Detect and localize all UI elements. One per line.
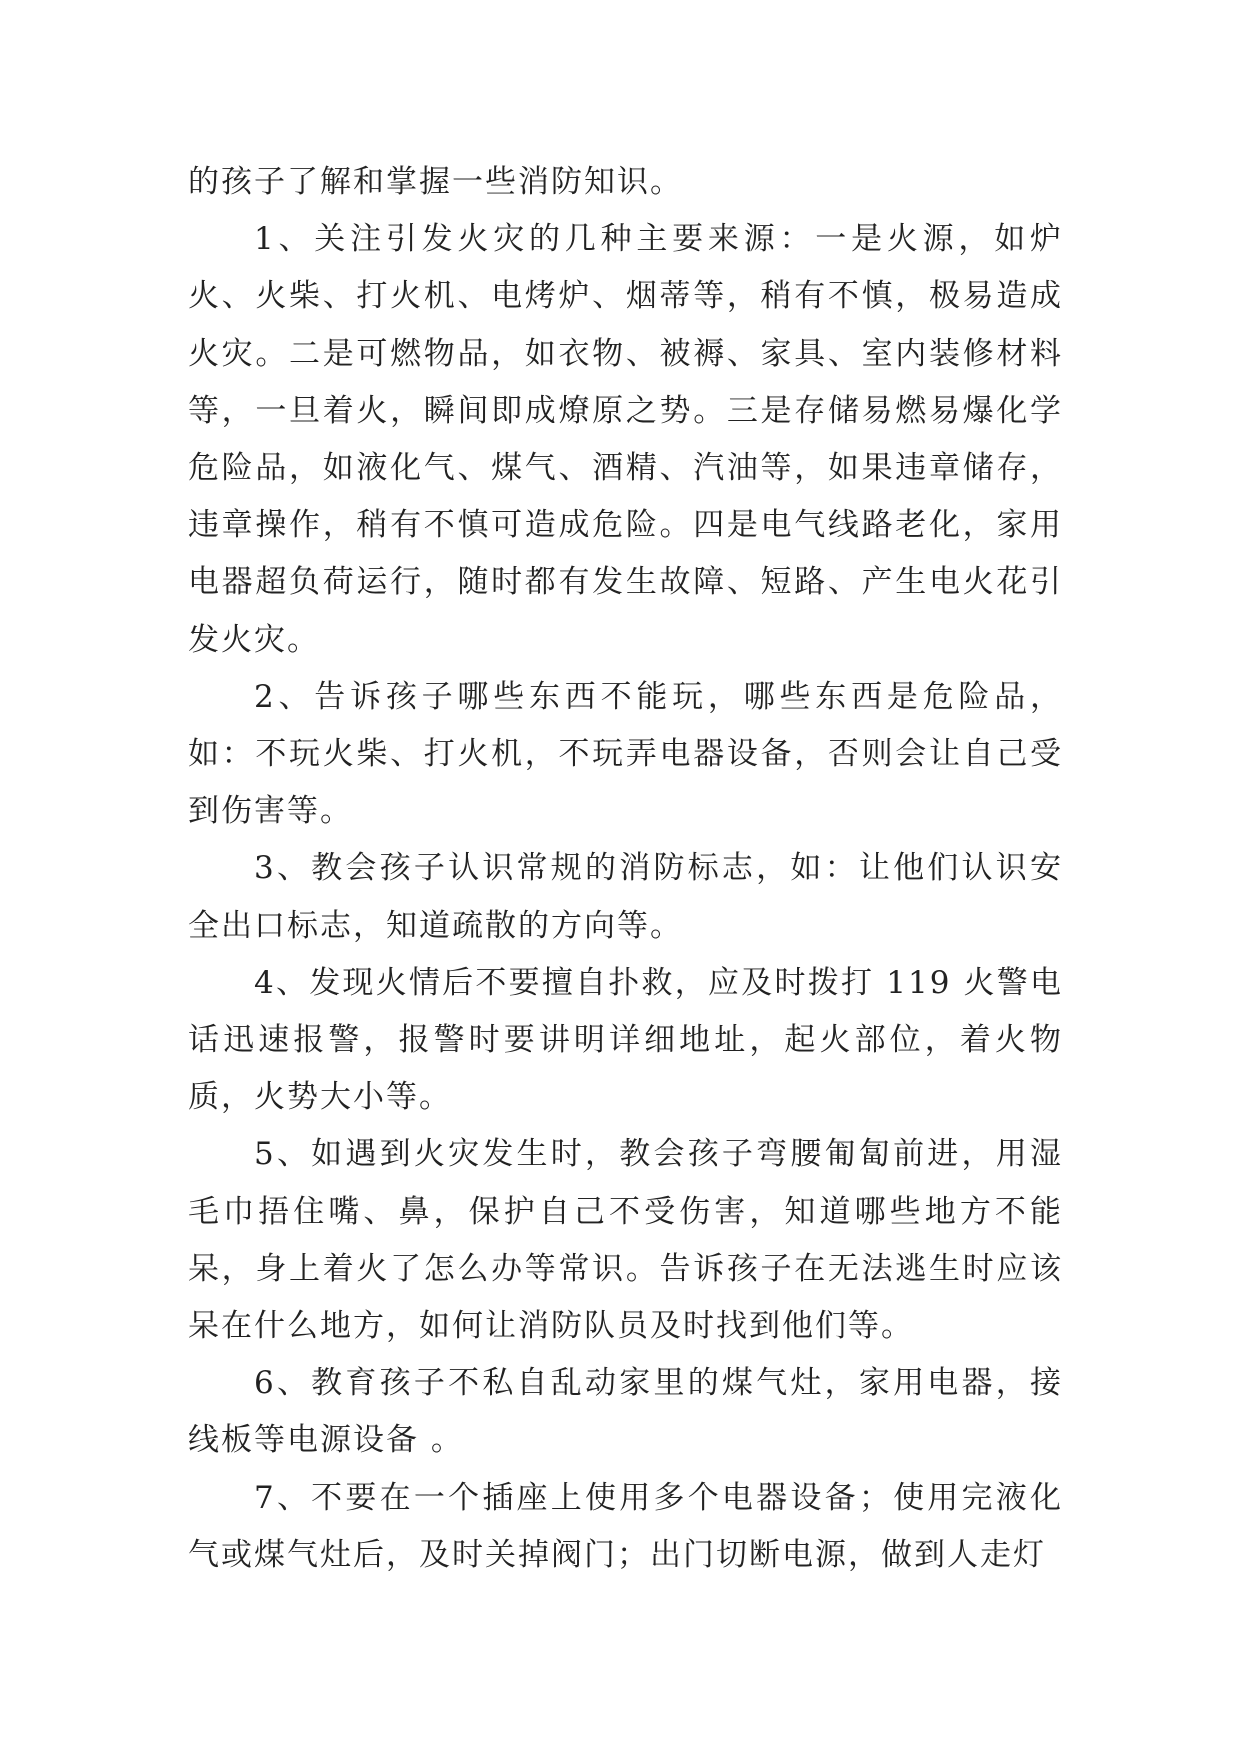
paragraph-intro-continuation: 的孩子了解和掌握一些消防知识。 bbox=[188, 164, 683, 200]
paragraph-appliances: 6、教育孩子不私自乱动家里的煤气灶，家用电器，接线板等电源设备 。 bbox=[188, 1365, 1063, 1459]
paragraph-report-fire: 4、发现火情后不要擅自扑救，应及时拨打 119 火警电话迅速报警，报警时要讲明详细地址，起火部位，着火物质，火势大小等。 bbox=[188, 964, 1063, 1116]
paragraph-power-safety: 7、不要在一个插座上使用多个电器设备；使用完液化气或煤气灶后，及时关掉阀门；出门切断电源，做到人走灯 bbox=[188, 1479, 1063, 1573]
paragraph-escape: 5、如遇到火灾发生时，教会孩子弯腰匍匐前进，用湿毛巾捂住嘴、鼻，保护自己不受伤害，知道哪些地方不能呆，身上着火了怎么办等常识。告诉孩子在无法逃生时应该呆在什么地方，如何让消防队员及时找到他们等。 bbox=[188, 1136, 1063, 1345]
paragraph-fire-sources: 1、关注引发火灾的几种主要来源：一是火源，如炉火、火柴、打火机、电烤炉、烟蒂等，稍有不慎，极易造成火灾。二是可燃物品，如衣物、被褥、家具、室内装修材料等，一旦着火，瞬间即成燎原之势。三是存储易燃易爆化学危险品，如液化气、煤气、酒精、汽油等，如果违章储存，违章操作，稍有不慎可造成危险。四是电气线路老化，家用电器超负荷运行，随时都有发生故障、短路、产生电火花引发火灾。 bbox=[188, 221, 1063, 658]
paragraph-fire-signs: 3、教会孩子认识常规的消防标志，如：让他们认识安全出口标志，知道疏散的方向等。 bbox=[188, 850, 1063, 944]
document-body bbox=[188, 154, 1063, 1584]
paragraph-dangerous-items: 2、告诉孩子哪些东西不能玩，哪些东西是危险品，如：不玩火柴、打火机，不玩弄电器设备，否则会让自己受到伤害等。 bbox=[188, 678, 1063, 830]
